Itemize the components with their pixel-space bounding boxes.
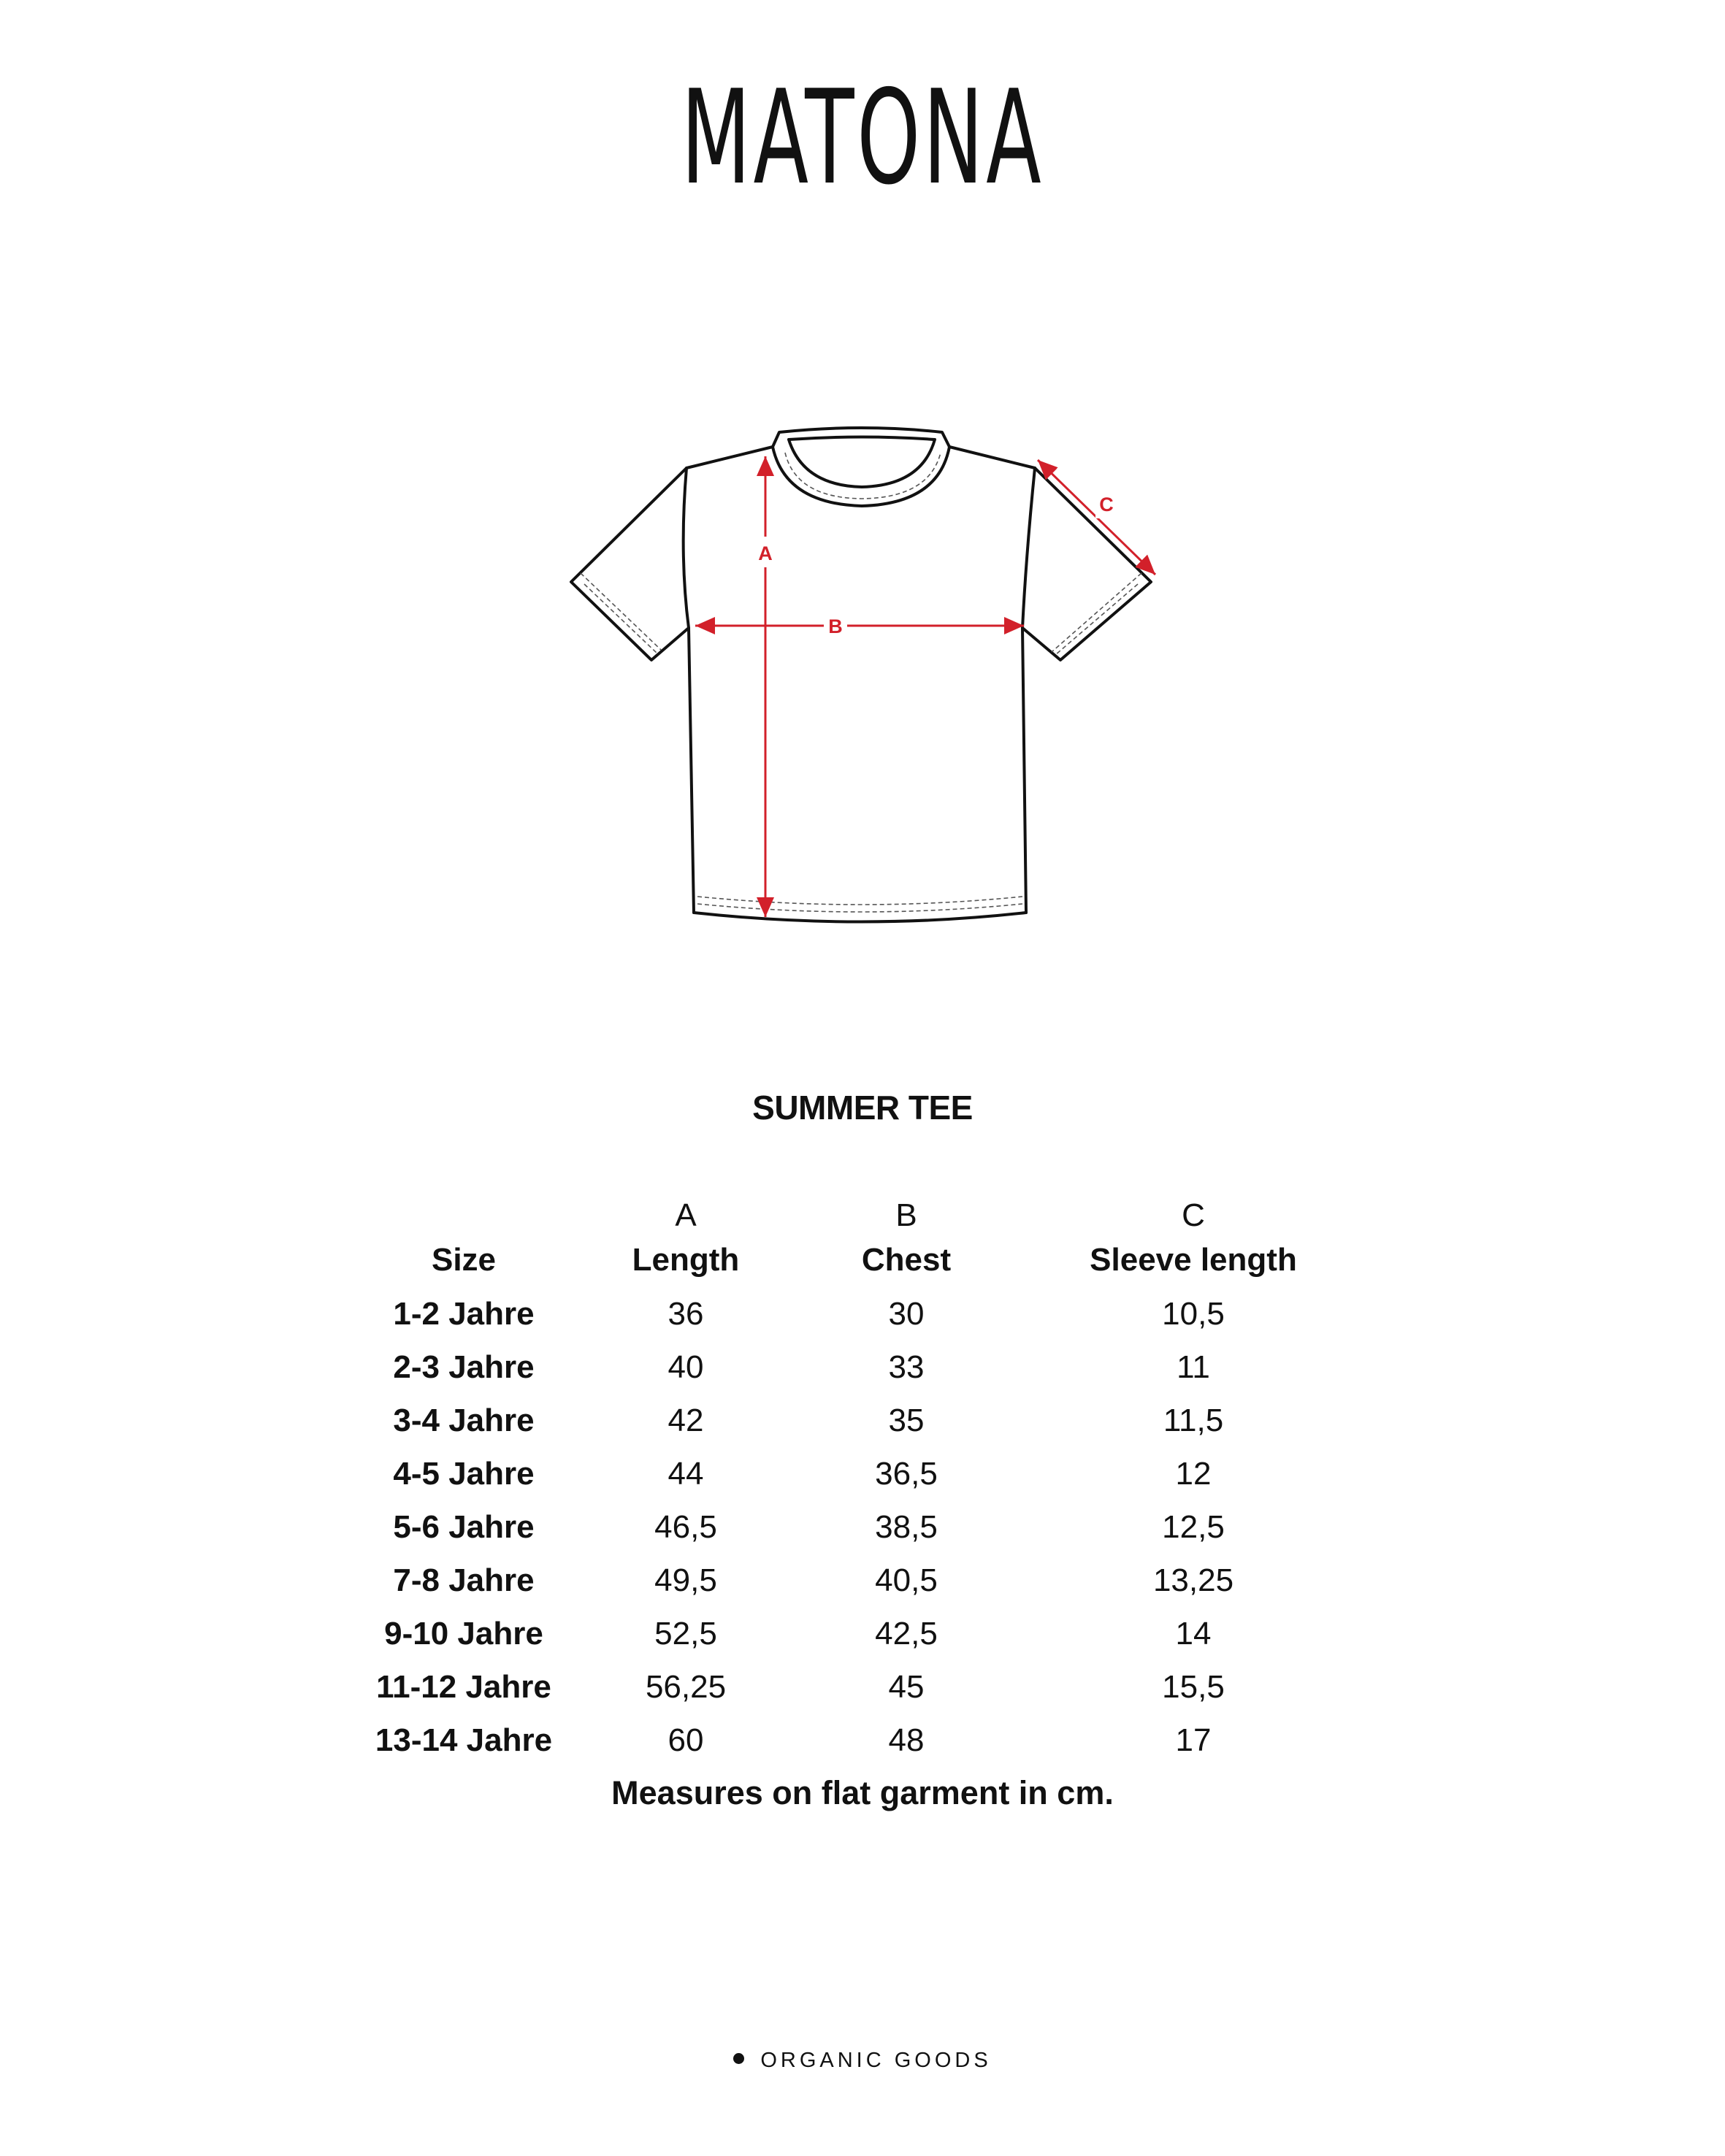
header-size: Size: [431, 1242, 497, 1278]
row-chest: 30: [888, 1296, 925, 1332]
row-length: 44: [668, 1456, 704, 1492]
row-sleeve: 14: [1175, 1616, 1212, 1651]
footer-text: ORGANIC GOODS: [760, 2049, 992, 2072]
measure-a-label: A: [758, 542, 773, 564]
stitch-lines: [581, 453, 1141, 912]
row-size: 11-12 Jahre: [376, 1669, 551, 1705]
row-sleeve: 17: [1175, 1722, 1212, 1758]
row-chest: 38,5: [875, 1509, 938, 1545]
row-size: 1-2 Jahre: [393, 1296, 535, 1332]
row-length: 49,5: [654, 1562, 717, 1598]
tshirt-diagram: [0, 0, 1725, 1022]
row-length: 60: [668, 1722, 704, 1758]
row-size: 5-6 Jahre: [393, 1509, 535, 1545]
bullet-dot-icon: [733, 2053, 744, 2064]
measure-arrows: [695, 456, 1155, 917]
brand-logo: MATONA: [681, 62, 1044, 213]
row-length: 40: [668, 1349, 704, 1385]
row-length: 52,5: [654, 1616, 717, 1651]
measure-b-label: B: [828, 615, 843, 637]
row-size: 13-14 Jahre: [375, 1722, 553, 1758]
row-sleeve: 11,5: [1163, 1403, 1224, 1438]
footer: [0, 2049, 1725, 2073]
row-length: 46,5: [654, 1509, 717, 1545]
measure-c-label: C: [1099, 494, 1114, 515]
row-chest: 33: [888, 1349, 925, 1385]
row-chest: 40,5: [875, 1562, 938, 1598]
header-letter-b: B: [895, 1197, 917, 1233]
header-chest: Chest: [861, 1242, 952, 1278]
row-chest: 48: [888, 1722, 925, 1758]
product-title: SUMMER TEE: [752, 1089, 973, 1127]
row-chest: 35: [888, 1403, 925, 1438]
row-sleeve: 15,5: [1162, 1669, 1225, 1705]
row-size: 9-10 Jahre: [384, 1616, 543, 1651]
header-length: Length: [632, 1242, 740, 1278]
header-sleeve-length: Sleeve length: [1090, 1242, 1297, 1278]
header-letter-c: C: [1182, 1197, 1205, 1233]
row-size: 3-4 Jahre: [393, 1403, 535, 1438]
row-length: 36: [668, 1296, 704, 1332]
row-sleeve: 13,25: [1152, 1562, 1234, 1598]
row-size: 2-3 Jahre: [393, 1349, 535, 1385]
header-letter-a: A: [675, 1197, 697, 1233]
row-length: 42: [668, 1403, 704, 1438]
row-chest: 45: [888, 1669, 925, 1705]
row-sleeve: 12,5: [1162, 1509, 1225, 1545]
row-sleeve: 11: [1177, 1349, 1210, 1385]
measurement-footnote: Measures on flat garment in cm.: [611, 1774, 1114, 1811]
row-sleeve: 10,5: [1162, 1296, 1225, 1332]
row-length: 56,25: [645, 1669, 727, 1705]
row-chest: 42,5: [875, 1616, 938, 1651]
row-chest: 36,5: [875, 1456, 938, 1492]
row-size: 4-5 Jahre: [393, 1456, 535, 1492]
tshirt-outline: [571, 428, 1151, 922]
row-sleeve: 12: [1175, 1456, 1212, 1492]
row-size: 7-8 Jahre: [393, 1562, 535, 1598]
